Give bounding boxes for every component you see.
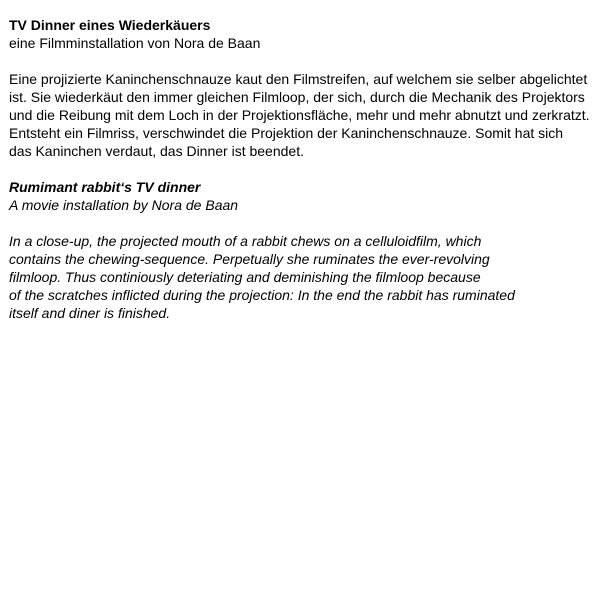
paragraph-line: ist. Sie wiederkäut den immer gleichen Filmloop, der sich, durch die Mechanik des Projektors <box>9 89 585 105</box>
english-subtitle: A movie installation by Nora de Baan <box>9 197 239 213</box>
english-section <box>9 178 594 322</box>
english-paragraph <box>9 232 594 322</box>
paragraph-line: Eine projizierte Kaninchenschnauze kaut den Filmstreifen, auf welchem sie selber abgelichtet <box>9 71 588 87</box>
spacer <box>9 214 594 232</box>
german-subtitle: eine Filmminstallation von Nora de Baan <box>9 35 261 51</box>
paragraph-line: filmloop. Thus continiously deteriating and deminishing the filmloop because <box>9 269 481 285</box>
paragraph-line: of the scratches inflicted during the projection: In the end the rabbit has ruminated <box>9 287 515 303</box>
german-title: TV Dinner eines Wiederkäuers <box>9 17 211 33</box>
german-paragraph <box>9 70 594 160</box>
paragraph-line: und die Reibung mit dem Loch in der Projektionsfläche, mehr und mehr abnutzt und zerkratzt. <box>9 107 590 123</box>
english-title: Rumimant rabbit‘s TV dinner <box>9 179 201 195</box>
paragraph-line: itself and diner is finished. <box>9 305 171 321</box>
spacer <box>9 52 594 70</box>
spacer <box>9 160 594 178</box>
paragraph-line: Entsteht ein Filmriss, verschwindet die Projektion der Kaninchenschnauze. Somit hat sich <box>9 125 564 141</box>
paragraph-line: contains the chewing-sequence. Perpetually she ruminates the ever-revolving <box>9 251 490 267</box>
paragraph-line: das Kaninchen verdaut, das Dinner ist beendet. <box>9 143 304 159</box>
paragraph-line: In a close-up, the projected mouth of a rabbit chews on a celluloidfilm, which <box>9 233 482 249</box>
document-page <box>9 16 594 322</box>
german-section <box>9 16 594 160</box>
